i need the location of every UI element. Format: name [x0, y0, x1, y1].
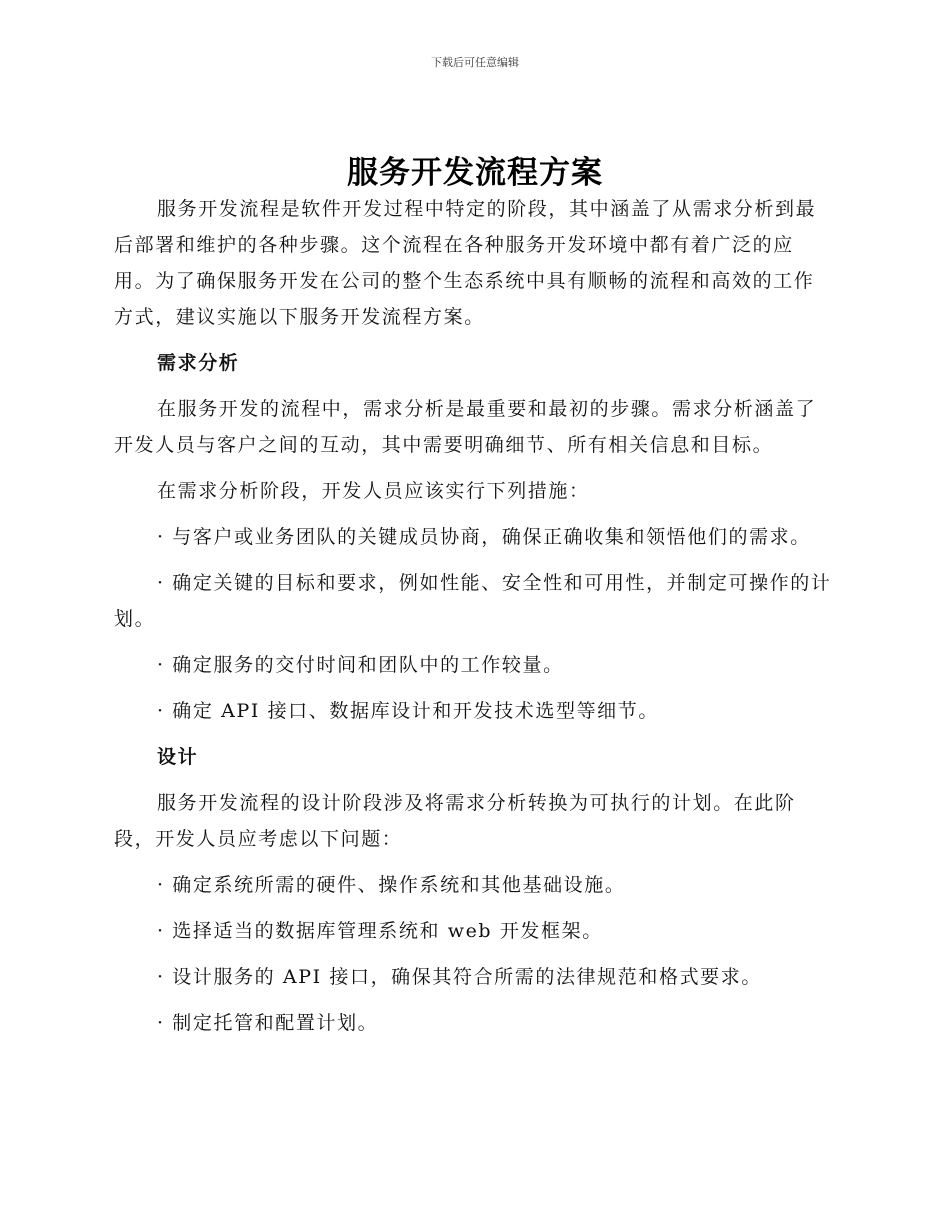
list-item: · 确定系统所需的硬件、操作系统和其他基础设施。 — [157, 874, 626, 896]
list-item: · 确定关键的目标和要求，例如性能、安全性和可用性，并制定可操作的计划。 — [114, 572, 832, 630]
intro-paragraph: 服务开发流程是软件开发过程中特定的阶段，其中涵盖了从需求分析到最后部署和维护的各种步骤。这个流程在各种服务开发环境中都有着广泛的应用。为了确保服务开发在公司的整个生态系统中具有顺畅的流程和高效的工作方式，建议实施以下服务开发流程方案。 — [114, 198, 817, 328]
list-item: · 确定服务的交付时间和团队中的工作较量。 — [157, 654, 564, 676]
section-heading-design: 设计 — [157, 746, 199, 768]
document-body — [114, 191, 834, 1051]
list-item: · 与客户或业务团队的关键成员协商，确保正确收集和领悟他们的需求。 — [157, 526, 811, 548]
paragraph: 在需求分析阶段，开发人员应该实行下列措施： — [157, 480, 590, 502]
list-item: · 制定托管和配置计划。 — [157, 1012, 379, 1034]
header-note: 下载后可任意编辑 — [431, 56, 519, 69]
section-heading-requirements: 需求分析 — [157, 352, 240, 374]
list-item: · 设计服务的 API 接口，确保其符合所需的法律规范和格式要求。 — [157, 966, 762, 988]
list-item: · 选择适当的数据库管理系统和 web 开发框架。 — [157, 920, 603, 942]
list-item: · 确定 API 接口、数据库设计和开发技术选型等细节。 — [157, 700, 659, 722]
paragraph: 服务开发流程的设计阶段涉及将需求分析转换为可执行的计划。在此阶段，开发人员应考虑以下问题： — [114, 792, 796, 850]
document-title: 服务开发流程方案 — [347, 155, 603, 191]
paragraph: 在服务开发的流程中，需求分析是最重要和最初的步骤。需求分析涵盖了开发人员与客户之间的互动，其中需要明确细节、所有相关信息和目标。 — [114, 398, 817, 456]
